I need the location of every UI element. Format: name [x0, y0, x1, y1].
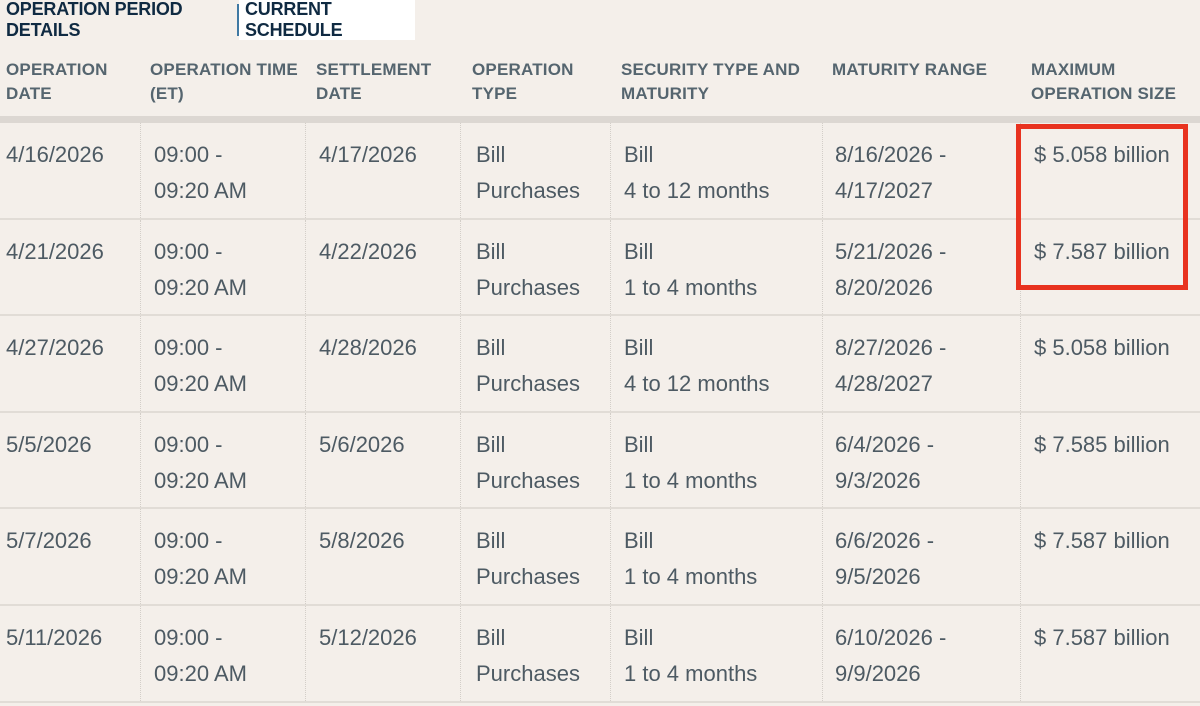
header-label: OPERATION	[472, 60, 574, 79]
security-line-2: 4 to 12 months	[624, 371, 770, 397]
maturity-range-cell	[835, 234, 946, 306]
operation-type-cell	[476, 137, 580, 209]
maturity-start: 6/10/2026 -	[835, 624, 947, 650]
column-divider	[460, 413, 461, 508]
header-operation-date[interactable]	[6, 58, 108, 106]
operation-date-cell: 4/21/2026	[6, 238, 104, 264]
tab-current-schedule[interactable]: CURRENT SCHEDULE	[239, 0, 415, 40]
operation-time-cell	[154, 137, 247, 209]
maturity-range-cell	[835, 523, 934, 595]
security-line-2: 1 to 4 months	[624, 274, 758, 300]
security-type-cell	[624, 137, 770, 209]
column-divider	[1020, 123, 1021, 218]
column-divider	[460, 606, 461, 701]
time-end: 09:20 AM	[154, 371, 247, 397]
column-divider	[1020, 509, 1021, 604]
operation-time-cell	[154, 523, 247, 595]
column-divider	[822, 413, 823, 508]
table-header	[0, 58, 1200, 116]
settlement-date-cell: 4/28/2026	[319, 335, 417, 361]
settlement-date-cell: 4/17/2026	[319, 142, 417, 167]
type-line-2: Purchases	[476, 660, 580, 686]
security-line-1: Bill	[624, 335, 654, 361]
max-operation-size-cell: $ 7.587 billion	[1034, 528, 1170, 554]
column-divider	[305, 509, 306, 604]
column-divider	[822, 123, 823, 218]
column-divider	[1020, 220, 1021, 315]
column-divider	[610, 606, 611, 701]
column-divider	[822, 606, 823, 701]
operation-type-cell	[476, 330, 580, 402]
header-label: DATE	[6, 84, 52, 103]
time-start: 09:00 -	[154, 624, 223, 650]
header-label: TYPE	[472, 84, 518, 103]
security-type-cell	[624, 330, 770, 402]
column-divider	[822, 509, 823, 604]
maturity-end: 9/5/2026	[835, 564, 921, 590]
time-start: 09:00 -	[154, 528, 223, 554]
column-divider	[140, 316, 141, 411]
tab-bar	[0, 0, 415, 40]
table-row	[0, 509, 1200, 606]
table-row	[0, 316, 1200, 413]
column-divider	[460, 316, 461, 411]
header-label: MATURITY RANGE	[832, 60, 988, 79]
column-divider	[460, 220, 461, 315]
maturity-range-cell	[835, 620, 946, 692]
max-operation-size-cell: $ 7.587 billion	[1034, 624, 1170, 650]
max-operation-size-cell: $ 7.587 billion	[1034, 238, 1170, 264]
time-start: 09:00 -	[154, 335, 223, 361]
maturity-end: 8/20/2026	[835, 274, 933, 300]
security-type-cell	[624, 427, 757, 499]
column-divider	[305, 316, 306, 411]
operation-type-cell	[476, 523, 580, 595]
operation-time-cell	[154, 620, 247, 692]
operation-time-cell	[154, 427, 247, 499]
maturity-end: 9/9/2026	[835, 660, 921, 686]
header-operation-time[interactable]	[150, 58, 298, 106]
type-line-2: Purchases	[476, 467, 580, 493]
type-line-2: Purchases	[476, 274, 580, 300]
header-label: MAXIMUM	[1031, 60, 1116, 79]
operation-time-cell	[154, 330, 247, 402]
header-max-operation-size[interactable]	[1031, 58, 1176, 106]
operation-date-cell: 5/7/2026	[6, 528, 92, 554]
header-label: OPERATION TIME	[150, 60, 298, 79]
type-line-1: Bill	[476, 431, 506, 457]
maturity-range-cell	[835, 427, 934, 499]
column-divider	[140, 413, 141, 508]
header-label: (ET)	[150, 84, 184, 103]
column-divider	[1020, 606, 1021, 701]
security-type-cell	[624, 234, 757, 306]
type-line-1: Bill	[476, 528, 506, 554]
column-divider	[140, 606, 141, 701]
max-operation-size-cell: $ 5.058 billion	[1034, 142, 1170, 167]
type-line-1: Bill	[476, 238, 506, 264]
column-divider	[460, 509, 461, 604]
type-line-1: Bill	[476, 335, 506, 361]
column-divider	[460, 123, 461, 218]
maturity-start: 5/21/2026 -	[835, 238, 947, 264]
tab-operation-period-details[interactable]: OPERATION PERIOD DETAILS	[0, 0, 237, 40]
header-divider	[0, 116, 1200, 123]
operation-date-cell: 5/5/2026	[6, 431, 92, 457]
operation-date-cell: 4/27/2026	[6, 335, 104, 361]
maturity-start: 6/4/2026 -	[835, 431, 935, 457]
settlement-date-cell: 5/12/2026	[319, 624, 417, 650]
header-label: OPERATION SIZE	[1031, 84, 1177, 103]
column-divider	[610, 220, 611, 315]
operation-date-cell: 5/11/2026	[6, 624, 103, 650]
maturity-end: 9/3/2026	[835, 467, 921, 493]
column-divider	[610, 413, 611, 508]
settlement-date-cell: 5/8/2026	[319, 528, 405, 554]
column-divider	[610, 316, 611, 411]
header-maturity-range[interactable]	[832, 58, 987, 82]
security-line-2: 1 to 4 months	[624, 564, 758, 590]
security-line-2: 1 to 4 months	[624, 467, 758, 493]
maturity-end: 4/17/2027	[835, 178, 933, 203]
settlement-date-cell: 4/22/2026	[319, 238, 417, 264]
security-line-2: 4 to 12 months	[624, 178, 770, 203]
maturity-range-cell	[835, 137, 946, 209]
type-line-1: Bill	[476, 142, 506, 167]
operation-type-cell	[476, 234, 580, 306]
time-end: 09:20 AM	[154, 178, 247, 203]
maturity-start: 8/16/2026 -	[835, 142, 947, 167]
time-start: 09:00 -	[154, 238, 223, 264]
table-row	[0, 413, 1200, 510]
column-divider	[1020, 316, 1021, 411]
column-divider	[140, 123, 141, 218]
table-body	[0, 123, 1200, 703]
max-operation-size-cell: $ 5.058 billion	[1034, 335, 1170, 361]
type-line-2: Purchases	[476, 564, 580, 590]
column-divider	[140, 509, 141, 604]
table-row	[0, 606, 1200, 703]
security-line-1: Bill	[624, 624, 654, 650]
header-label: SETTLEMENT	[316, 60, 432, 79]
column-divider	[610, 509, 611, 604]
column-divider	[305, 606, 306, 701]
column-divider	[140, 220, 141, 315]
header-label: DATE	[316, 84, 362, 103]
column-divider	[305, 123, 306, 218]
table-row	[0, 123, 1200, 220]
security-line-1: Bill	[624, 528, 654, 554]
security-line-1: Bill	[624, 238, 654, 264]
operation-type-cell	[476, 620, 580, 692]
security-line-1: Bill	[624, 431, 654, 457]
column-divider	[822, 316, 823, 411]
column-divider	[610, 123, 611, 218]
maturity-start: 8/27/2026 -	[835, 335, 947, 361]
type-line-1: Bill	[476, 624, 506, 650]
operation-time-cell	[154, 234, 247, 306]
header-security-type[interactable]	[621, 58, 800, 106]
security-type-cell	[624, 620, 757, 692]
time-end: 09:20 AM	[154, 274, 247, 300]
time-end: 09:20 AM	[154, 564, 247, 590]
column-divider	[305, 220, 306, 315]
header-settlement-date[interactable]	[316, 58, 431, 106]
maturity-start: 6/6/2026 -	[835, 528, 935, 554]
header-label: SECURITY TYPE AND	[621, 60, 801, 79]
time-start: 09:00 -	[154, 431, 223, 457]
type-line-2: Purchases	[476, 371, 580, 397]
settlement-date-cell: 5/6/2026	[319, 431, 405, 457]
security-line-1: Bill	[624, 142, 654, 167]
header-label: MATURITY	[621, 84, 710, 103]
column-divider	[305, 413, 306, 508]
column-divider	[1020, 413, 1021, 508]
security-type-cell	[624, 523, 757, 595]
table-row	[0, 220, 1200, 317]
header-label: OPERATION	[6, 60, 108, 79]
column-divider	[822, 220, 823, 315]
operation-type-cell	[476, 427, 580, 499]
time-start: 09:00 -	[154, 142, 223, 167]
maturity-end: 4/28/2027	[835, 371, 933, 397]
maturity-range-cell	[835, 330, 946, 402]
operation-date-cell: 4/16/2026	[6, 142, 104, 167]
security-line-2: 1 to 4 months	[624, 660, 758, 686]
max-operation-size-cell: $ 7.585 billion	[1034, 431, 1170, 457]
time-end: 09:20 AM	[154, 660, 247, 686]
header-operation-type[interactable]	[472, 58, 574, 106]
time-end: 09:20 AM	[154, 467, 247, 493]
type-line-2: Purchases	[476, 178, 580, 203]
